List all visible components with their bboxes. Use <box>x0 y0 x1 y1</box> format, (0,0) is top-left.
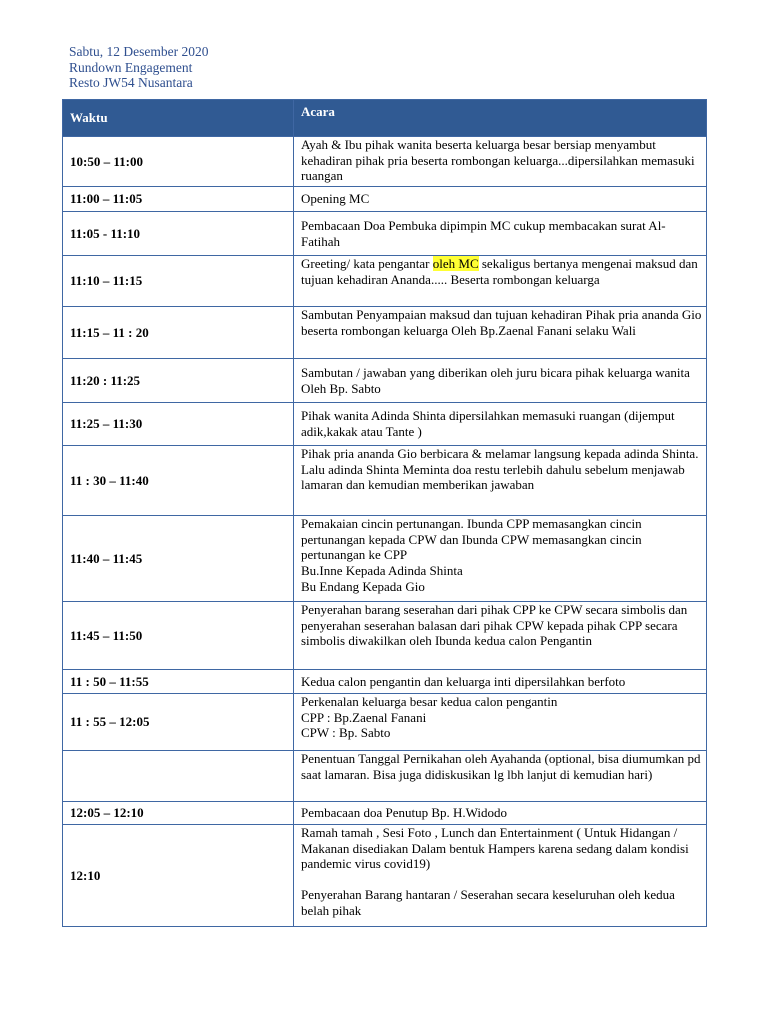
table-row <box>63 307 707 359</box>
column-header-time: Waktu <box>63 100 294 137</box>
activity-cell <box>294 212 707 256</box>
time-cell: 11:25 – 11:30 <box>63 403 294 446</box>
table-row <box>63 602 707 670</box>
activity-text: Ayah & Ibu pihak wanita beserta keluarga besar bersiap menyambut kehadiran pihak pria beserta rombongan keluarga...dipersilahkan memasuki ruangan <box>301 137 695 184</box>
table-row <box>63 359 707 403</box>
table-row <box>63 212 707 256</box>
activity-text: Ramah tamah , Sesi Foto , Lunch dan Entertainment ( Untuk Hidangan / Makanan disediakan Dalam bentuk Hampers karena sedang dalam kondisi pandemic virus covid19) <box>301 825 689 872</box>
table-row <box>63 670 707 694</box>
document-header <box>69 44 208 91</box>
activity-cell <box>294 751 707 802</box>
rundown-table <box>62 99 707 927</box>
event-venue: Resto JW54 Nusantara <box>69 75 193 90</box>
paragraph-gap <box>301 872 706 887</box>
time-cell <box>63 751 294 802</box>
activity-text: Penentuan Tanggal Pernikahan oleh Ayahanda (optional, bisa diumumkan pd saat lamaran. Bisa juga didiskusikan lg lbh lanjut di kemudian hari) <box>301 751 701 782</box>
activity-cell <box>294 359 707 403</box>
time-cell: 11:10 – 11:15 <box>63 256 294 307</box>
activity-text: sekaligus bertanya mengenai maksud dan tujuan kehadiran Ananda..... Beserta rombongan keluarga <box>301 256 698 287</box>
time-cell: 12:10 <box>63 825 294 927</box>
time-cell: 11:00 – 11:05 <box>63 187 294 212</box>
table-row <box>63 137 707 187</box>
activity-text: Pemakaian cincin pertunangan. Ibunda CPP memasangkan cincin pertunangan kepada CPW dan Ibunda CPW memasangkan cincin pertunangan ke CPP <box>301 516 642 563</box>
activity-cell <box>294 137 707 187</box>
activity-cell <box>294 825 707 927</box>
activity-cell <box>294 446 707 516</box>
table-row <box>63 802 707 825</box>
activity-text: Sambutan Penyampaian maksud dan tujuan kehadiran Pihak pria ananda Gio beserta rombongan keluarga Oleh Bp.Zaenal Fanani selaku Wali <box>301 307 702 338</box>
activity-text: Perkenalan keluarga besar kedua calon pengantin <box>301 694 558 709</box>
activity-text: Pihak pria ananda Gio berbicara & melamar langsung kepada adinda Shinta. <box>301 446 699 461</box>
time-cell: 11:15 – 11 : 20 <box>63 307 294 359</box>
column-header-activity: Acara <box>294 100 707 137</box>
activity-text: CPW : Bp. Sabto <box>301 725 391 741</box>
table-row <box>63 403 707 446</box>
time-cell: 10:50 – 11:00 <box>63 137 294 187</box>
activity-text: Greeting/ kata pengantar <box>301 256 433 271</box>
table-row <box>63 446 707 516</box>
table-row <box>63 187 707 212</box>
event-title: Rundown Engagement <box>69 59 193 75</box>
activity-text: Pembacaan Doa Pembuka dipimpin MC cukup membacakan surat Al- Fatihah <box>301 217 666 249</box>
time-cell: 11 : 30 – 11:40 <box>63 446 294 516</box>
activity-text: Sambutan / jawaban yang diberikan oleh juru bicara pihak keluarga wanita Oleh Bp. Sabto <box>301 364 690 396</box>
activity-cell <box>294 602 707 670</box>
activity-text: Penyerahan Barang hantaran / Seserahan secara keseluruhan oleh kedua belah pihak <box>301 887 675 918</box>
activity-text: Bu Endang Kepada Gio <box>301 578 425 594</box>
time-cell: 11:05 - 11:10 <box>63 212 294 256</box>
activity-text: Opening MC <box>301 191 370 207</box>
activity-cell <box>294 307 707 359</box>
table-row <box>63 256 707 307</box>
activity-cell <box>294 256 707 307</box>
activity-text: Kedua calon pengantin dan keluarga inti dipersilahkan berfoto <box>301 673 626 689</box>
activity-cell <box>294 802 707 825</box>
activity-cell <box>294 187 707 212</box>
activity-cell <box>294 670 707 694</box>
table-header-row <box>63 100 707 137</box>
activity-text: Bu.Inne Kepada Adinda Shinta <box>301 563 463 579</box>
activity-text: CPP : Bp.Zaenal Fanani <box>301 709 427 725</box>
time-cell: 11:45 – 11:50 <box>63 602 294 670</box>
event-date: Sabtu, 12 Desember 2020 <box>69 44 209 59</box>
activity-text: Pembacaan doa Penutup Bp. H.Widodo <box>301 805 507 821</box>
activity-cell <box>294 516 707 602</box>
table-row <box>63 825 707 927</box>
time-cell: 11:40 – 11:45 <box>63 516 294 602</box>
activity-cell <box>294 694 707 751</box>
activity-cell <box>294 403 707 446</box>
activity-text: Lalu adinda Shinta Meminta doa restu terlebih dahulu sebelum menjawab lamaran dan kemudian memberikan jawaban <box>301 461 685 493</box>
time-cell: 12:05 – 12:10 <box>63 802 294 825</box>
highlighted-text: oleh MC <box>432 256 479 271</box>
table-row <box>63 694 707 751</box>
time-cell: 11 : 55 – 12:05 <box>63 694 294 751</box>
table-row <box>63 751 707 802</box>
time-cell: 11:20 : 11:25 <box>63 359 294 403</box>
activity-text: Pihak wanita Adinda Shinta dipersilahkan memasuki ruangan (dijemput adik,kakak atau Tante ) <box>301 408 675 439</box>
table-row <box>63 516 707 602</box>
activity-text: Penyerahan barang seserahan dari pihak CPP ke CPW secara simbolis dan penyerahan seserahan balasan dari pihak CPW kepada pihak CPP secara simbolis diwakilkan oleh Ibunda kedua calon Pengantin <box>301 602 688 649</box>
time-cell: 11 : 50 – 11:55 <box>63 670 294 694</box>
